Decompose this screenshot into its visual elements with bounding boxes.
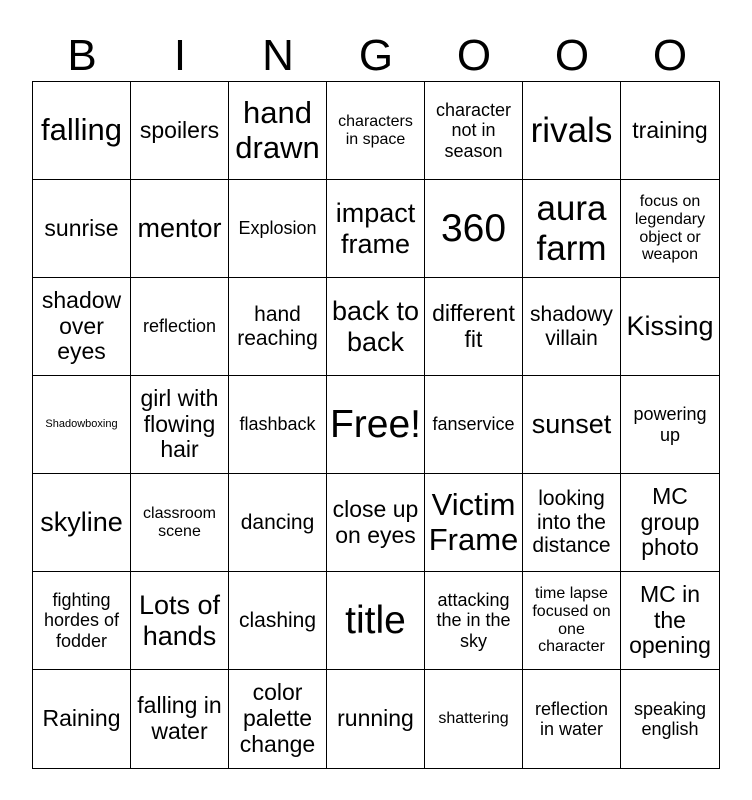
bingo-cell[interactable]: sunrise <box>33 180 131 278</box>
bingo-cell[interactable]: spoilers <box>131 82 229 180</box>
bingo-cell[interactable]: hand drawn <box>229 82 327 180</box>
bingo-cell[interactable]: girl with flowing hair <box>131 376 229 474</box>
bingo-cell[interactable]: Lots of hands <box>131 572 229 670</box>
bingo-cell[interactable]: skyline <box>33 474 131 572</box>
bingo-cell[interactable]: looking into the distance <box>523 474 621 572</box>
bingo-cell[interactable]: character not in season <box>425 82 523 180</box>
bingo-cell[interactable]: Victim Frame <box>425 474 523 572</box>
bingo-cell[interactable]: attacking the in the sky <box>425 572 523 670</box>
header-letter: B <box>67 31 97 80</box>
bingo-cell[interactable]: 360 <box>425 180 523 278</box>
bingo-cell[interactable]: dancing <box>229 474 327 572</box>
bingo-grid <box>32 81 720 769</box>
bingo-cell[interactable]: classroom scene <box>131 474 229 572</box>
bingo-cell[interactable]: fanservice <box>425 376 523 474</box>
header-letter: O <box>456 31 492 80</box>
bingo-cell[interactable]: characters in space <box>327 82 425 180</box>
bingo-cell[interactable]: fighting hordes of fodder <box>33 572 131 670</box>
bingo-cell[interactable]: time lapse focused on one character <box>523 572 621 670</box>
bingo-cell[interactable]: training <box>621 82 719 180</box>
bingo-cell[interactable]: flashback <box>229 376 327 474</box>
bingo-cell[interactable]: back to back <box>327 278 425 376</box>
header-letter: O <box>652 31 688 80</box>
bingo-cell[interactable]: reflection in water <box>523 670 621 768</box>
bingo-cell[interactable]: mentor <box>131 180 229 278</box>
bingo-cell[interactable]: aura farm <box>523 180 621 278</box>
bingo-cell[interactable]: shadowy villain <box>523 278 621 376</box>
header-letter: N <box>262 31 294 80</box>
bingo-cell[interactable]: close up on eyes <box>327 474 425 572</box>
bingo-cell[interactable]: clashing <box>229 572 327 670</box>
bingo-cell[interactable]: different fit <box>425 278 523 376</box>
bingo-cell[interactable]: shattering <box>425 670 523 768</box>
header-letter: G <box>358 31 394 80</box>
bingo-cell[interactable]: MC in the opening <box>621 572 719 670</box>
bingo-cell[interactable]: falling in water <box>131 670 229 768</box>
bingo-cell[interactable]: hand reaching <box>229 278 327 376</box>
bingo-cell[interactable]: speaking english <box>633 698 707 739</box>
bingo-cell[interactable]: Shadowboxing <box>33 376 131 474</box>
header-letter: I <box>173 31 187 80</box>
header-letter: O <box>554 31 590 80</box>
bingo-cell[interactable]: running <box>327 670 425 768</box>
bingo-cell[interactable]: shadow over eyes <box>33 278 131 376</box>
bingo-cell[interactable]: rivals <box>523 82 621 180</box>
bingo-cell[interactable]: Raining <box>33 670 131 768</box>
bingo-cell[interactable]: impact frame <box>327 180 425 278</box>
bingo-cell[interactable]: focus on legendary object or weapon <box>621 180 719 278</box>
bingo-cell[interactable]: falling <box>33 82 131 180</box>
bingo-cell[interactable]: MC group photo <box>621 474 719 572</box>
bingo-cell[interactable]: reflection <box>131 278 229 376</box>
bingo-cell[interactable]: Explosion <box>229 180 327 278</box>
bingo-cell[interactable]: sunset <box>523 376 621 474</box>
bingo-cell[interactable]: title <box>327 572 425 670</box>
bingo-cell[interactable]: powering up <box>621 376 719 474</box>
free-space-cell[interactable]: Free! <box>327 376 425 474</box>
bingo-cell[interactable]: Kissing <box>621 278 719 376</box>
bingo-cell[interactable]: color palette change <box>229 670 327 768</box>
bingo-header <box>33 30 719 82</box>
